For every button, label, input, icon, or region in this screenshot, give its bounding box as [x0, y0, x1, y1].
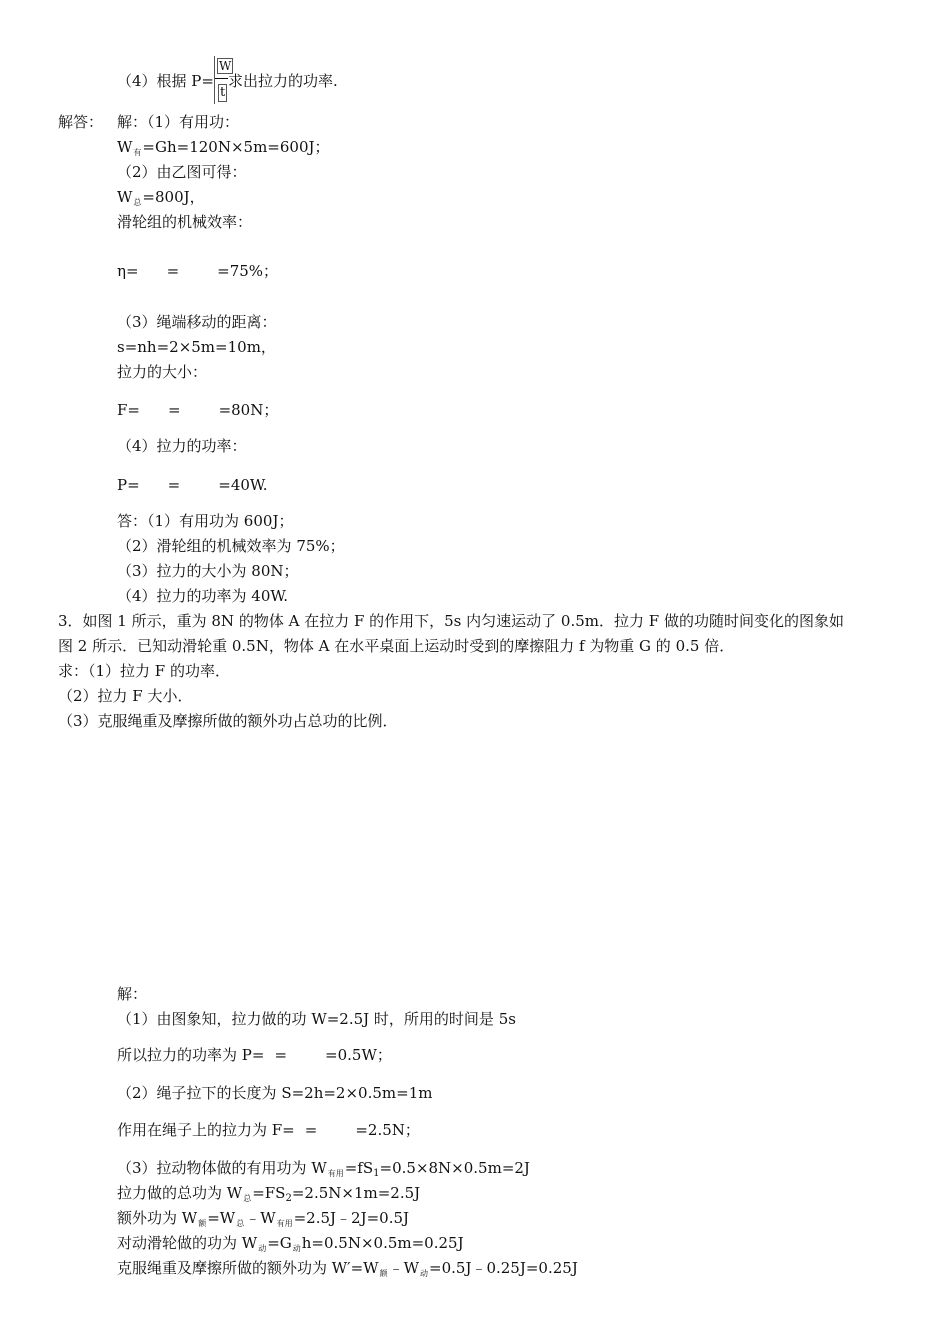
total-work-line	[117, 187, 205, 213]
step4-prefix: （4）根据 P=	[117, 72, 214, 90]
subscript: 2	[285, 1193, 292, 1204]
eq-lhs: F=	[117, 401, 140, 419]
subscript: 1	[373, 1168, 380, 1179]
answer-3: （3）拉力的大小为 80N；	[117, 562, 299, 580]
text: ﹣W	[388, 1259, 420, 1277]
subscript: 有用	[327, 1169, 344, 1178]
solution-line-3: （2）由乙图可得：	[117, 163, 247, 181]
answer-1: 答：（1）有用功为 600J；	[117, 512, 294, 530]
q3-total-work-line	[117, 1183, 420, 1209]
useful-work-line	[117, 137, 330, 163]
eq-lhs: 所以拉力的功率为 P=	[117, 1046, 265, 1064]
q3-useful-work-line	[117, 1158, 530, 1184]
solution-label: 解：	[117, 985, 148, 1003]
solution-line-7: s=nh=2×5m=10m，	[117, 338, 276, 356]
eq-result: =40W.	[218, 476, 268, 494]
power-fraction	[214, 56, 232, 104]
eq-result: =0.5W；	[325, 1046, 392, 1064]
solution-line-1: 解：（1）有用功：	[117, 113, 240, 131]
eq-mid: =	[304, 1121, 318, 1139]
solution-line-8: 拉力的大小：	[117, 363, 208, 381]
step4-suffix: 求出拉力的功率.	[227, 72, 338, 90]
q3-power-equation	[117, 1045, 392, 1065]
question3-line-2: 图 2 所示．已知动滑轮重 0.5N，物体 A 在水平桌面上运动时受到的摩擦阻力 f 为物重 G 的 0.5 倍．	[58, 637, 735, 655]
question3-line-4: （2）拉力 F 大小．	[58, 687, 193, 705]
total-work-value: =800J，	[142, 188, 205, 206]
fraction-denominator: t	[220, 85, 226, 100]
q3-force-equation	[117, 1120, 420, 1140]
eq-result: =80N；	[218, 401, 279, 419]
eq-mid: =	[274, 1046, 288, 1064]
eq-mid: =	[167, 401, 181, 419]
w-symbol: W	[117, 188, 133, 206]
text: =0.5×8N×0.5m=2J	[379, 1159, 530, 1177]
eq-lhs: P=	[117, 476, 140, 494]
text: =W	[207, 1209, 236, 1227]
subscript: 总	[243, 1194, 252, 1203]
q3-extra-work-line	[117, 1208, 409, 1234]
question3-line-1: 3．如图 1 所示，重为 8N 的物体 A 在拉力 F 的作用下，5s 内匀速运动了 0.5m．拉力 F 做的功随时间变化的图象如	[58, 612, 844, 630]
subscript: 有用	[276, 1219, 293, 1228]
text: 额外功为 W	[117, 1209, 198, 1227]
solution-line-6: （3）绳端移动的距离：	[117, 313, 277, 331]
solution-line-5: 滑轮组的机械效率：	[117, 213, 253, 231]
answer-2: （2）滑轮组的机械效率为 75%；	[117, 537, 345, 555]
subscript: 额	[198, 1219, 207, 1228]
w-subscript: 总	[133, 198, 142, 207]
text: （3）拉动物体做的有用功为 W	[117, 1159, 327, 1177]
text: ﹣W	[245, 1209, 276, 1227]
efficiency-equation	[117, 261, 278, 281]
text: 克服绳重及摩擦所做的额外功为 W′=W	[117, 1259, 379, 1277]
useful-work-value: =Gh=120N×5m=600J；	[142, 138, 330, 156]
subscript: 动	[420, 1269, 429, 1278]
force-equation	[117, 400, 278, 420]
text: =G	[267, 1234, 292, 1252]
w-subscript: 有	[133, 148, 142, 157]
eq-mid: =	[166, 262, 180, 280]
eq-lhs: 作用在绳子上的拉力为 F=	[117, 1121, 295, 1139]
subscript: 动	[292, 1244, 301, 1253]
solution-line-9: （4）拉力的功率：	[117, 437, 247, 455]
q3-solution-3: （2）绳子拉下的长度为 S=2h=2×0.5m=1m	[117, 1084, 433, 1102]
text: =fS	[344, 1159, 374, 1177]
text: 拉力做的总功为 W	[117, 1184, 243, 1202]
question3-line-3: 求：（1）拉力 F 的功率．	[58, 662, 230, 680]
text: h=0.5N×0.5m=0.25J	[301, 1234, 464, 1252]
answer-4: （4）拉力的功率为 40W.	[117, 587, 288, 605]
q3-solution-1: （1）由图象知，拉力做的功 W=2.5J 时，所用的时间是 5s	[117, 1010, 516, 1028]
eq-mid: =	[167, 476, 181, 494]
text: =2.5J﹣2J=0.5J	[293, 1209, 410, 1227]
text: =0.5J﹣0.25J=0.25J	[429, 1259, 578, 1277]
subscript: 总	[236, 1219, 245, 1228]
w-symbol: W	[117, 138, 133, 156]
fraction-numerator: W	[219, 59, 232, 73]
text: =FS	[252, 1184, 286, 1202]
question3-line-5: （3）克服绳重及摩擦所做的额外功占总功的比例．	[58, 712, 398, 730]
q3-pulley-work-line	[117, 1233, 464, 1259]
q3-friction-work-line	[117, 1258, 578, 1284]
text: =2.5N×1m=2.5J	[291, 1184, 421, 1202]
subscript: 动	[258, 1244, 267, 1253]
eq-lhs: η=	[117, 262, 139, 280]
answer-label: 解答：	[58, 113, 104, 131]
text: 对动滑轮做的功为 W	[117, 1234, 258, 1252]
fraction-bar	[215, 78, 228, 79]
power-equation	[117, 475, 267, 495]
eq-result: =75%；	[217, 262, 279, 280]
subscript: 额	[379, 1269, 388, 1278]
eq-result: =2.5N；	[355, 1121, 420, 1139]
